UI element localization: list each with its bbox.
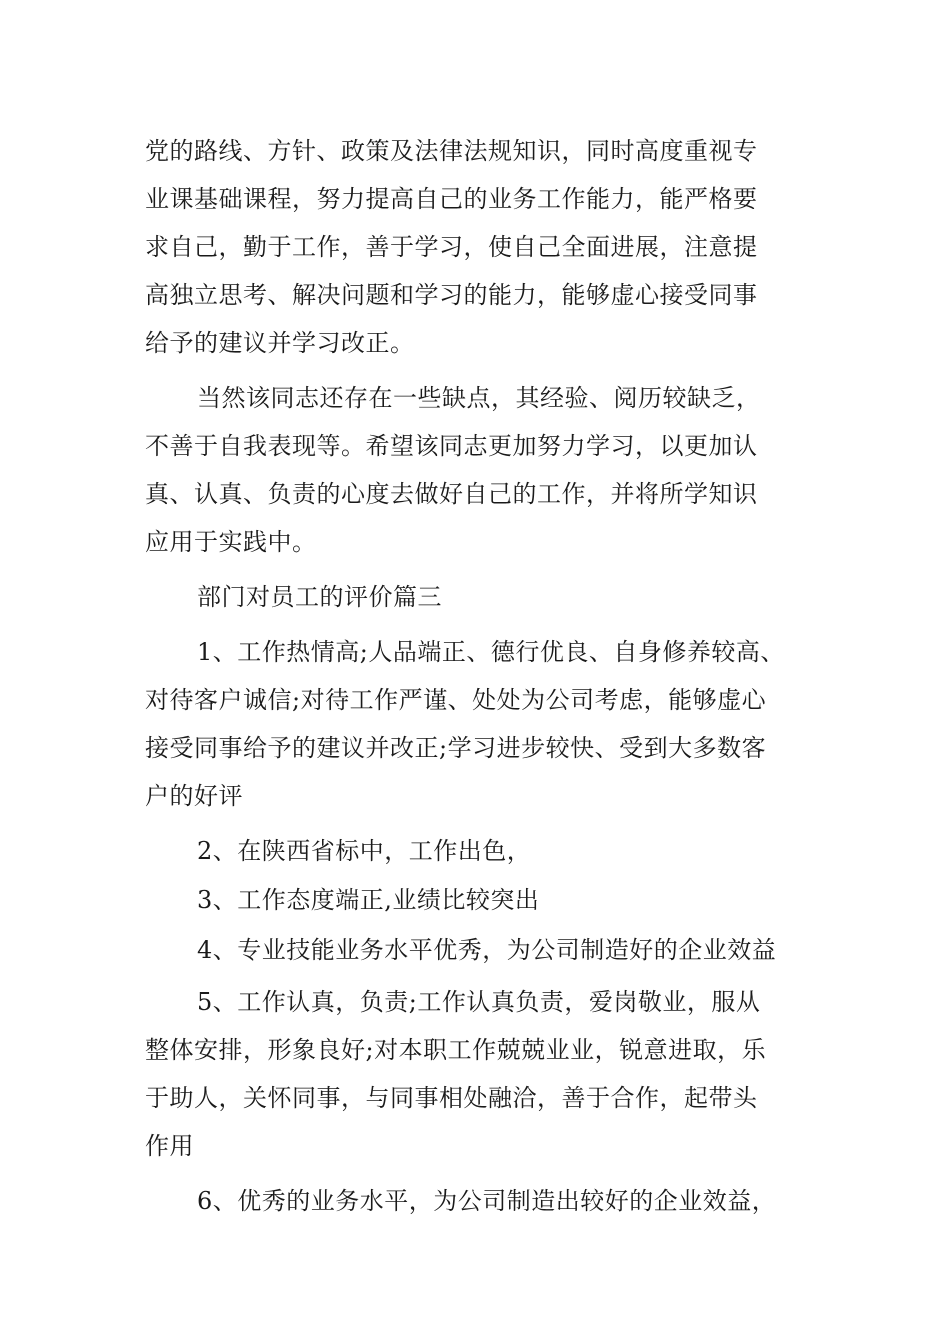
text-line: 真、认真、负责的心度去做好自己的工作，并将所学知识 [145, 480, 758, 508]
text-line: 1、工作热情高;人品端正、德行优良、自身修养较高、 [197, 638, 785, 666]
text-line: 3、工作态度端正,业绩比较突出 [197, 886, 540, 914]
text-line: 5、工作认真，负责;工作认真负责，爱岗敬业，服从 [197, 988, 761, 1016]
text-line: 给予的建议并学习改正。 [145, 329, 415, 357]
text-line: 整体安排，形象良好;对本职工作兢兢业业，锐意进取，乐 [145, 1036, 767, 1064]
text-line: 业课基础课程，努力提高自己的业务工作能力，能严格要 [145, 185, 758, 213]
text-line: 当然该同志还存在一些缺点，其经验、阅历较缺乏， [197, 384, 761, 412]
text-line: 党的路线、方针、政策及法律法规知识，同时高度重视专 [145, 137, 758, 165]
text-line: 户的好评 [145, 782, 243, 810]
text-line: 高独立思考、解决问题和学习的能力，能够虚心接受同事 [145, 281, 758, 309]
text-line: 6、优秀的业务水平，为公司制造出较好的企业效益， [197, 1187, 777, 1215]
text-line: 不善于自我表现等。希望该同志更加努力学习，以更加认 [145, 432, 758, 460]
text-line: 于助人，关怀同事，与同事相处融洽，善于合作，起带头 [145, 1084, 758, 1112]
text-line: 应用于实践中。 [145, 528, 317, 556]
text-line: 作用 [145, 1132, 194, 1160]
text-line: 对待客户诚信;对待工作严谨、处处为公司考虑，能够虚心 [145, 686, 767, 714]
section-heading: 部门对员工的评价篇三 [197, 583, 442, 611]
text-line: 求自己，勤于工作，善于学习，使自己全面进展，注意提 [145, 233, 758, 261]
text-line: 接受同事给予的建议并改正;学习进步较快、受到大多数客 [145, 734, 767, 762]
text-line: 4、专业技能业务水平优秀，为公司制造好的企业效益 [197, 936, 777, 964]
text-line: 2、在陕西省标中，工作出色， [197, 837, 532, 865]
